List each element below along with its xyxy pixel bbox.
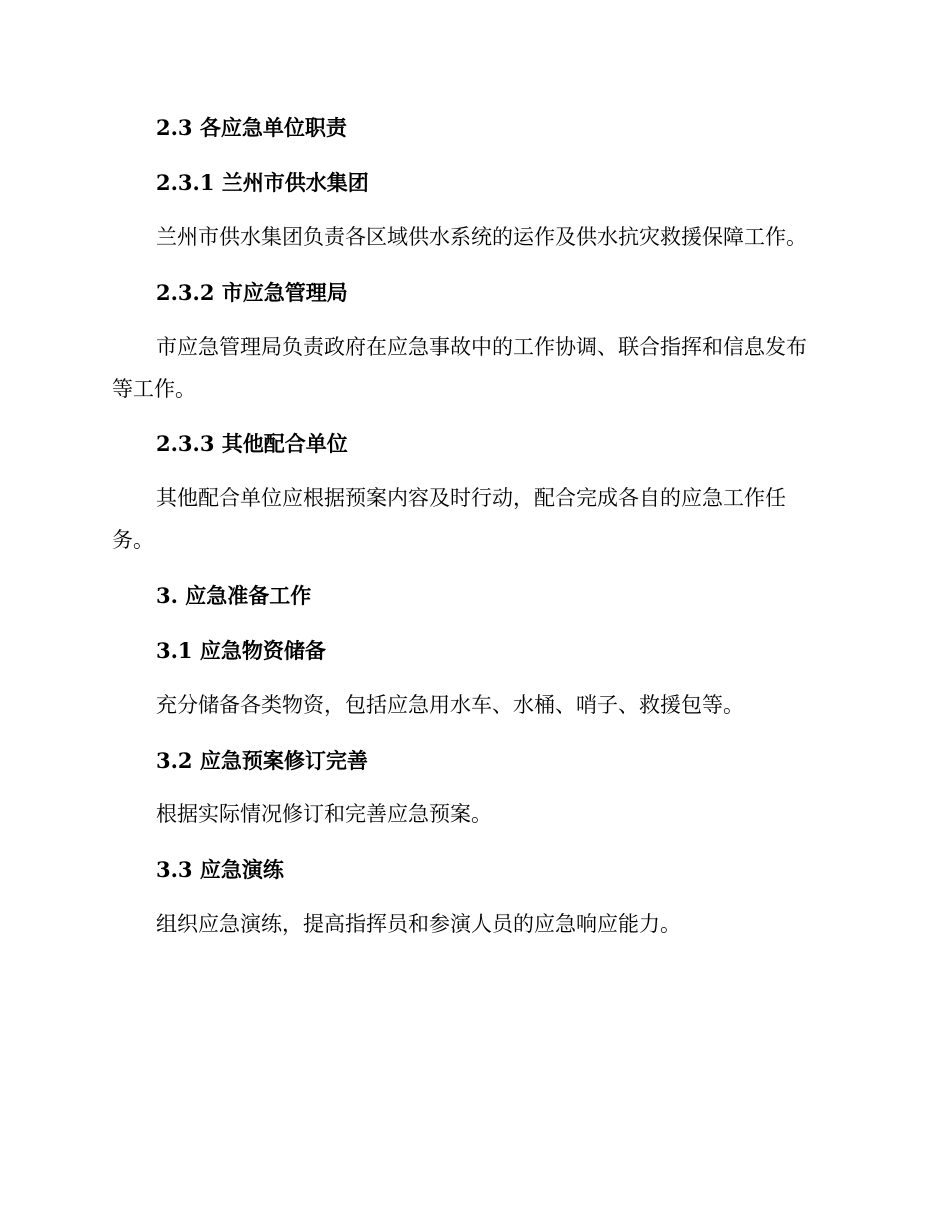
section-heading-3-1: 3.1 应急物资储备: [156, 638, 326, 663]
paragraph-3-3: 组织应急演练，提高指挥员和参演人员的应急响应能力。: [156, 912, 681, 936]
paragraph-2-3-2-line-2: 等工作。: [112, 377, 196, 401]
paragraph-2-3-1: 兰州市供水集团负责各区域供水系统的运作及供水抗灾救援保障工作。: [156, 225, 807, 249]
section-heading-2-3-3: 2.3.3 其他配合单位: [156, 431, 348, 456]
paragraph-3-2: 根据实际情况修订和完善应急预案。: [156, 802, 492, 826]
paragraph-2-3-3-line-2: 务。: [112, 528, 154, 552]
section-heading-2-3: 2.3 各应急单位职责: [156, 115, 347, 140]
section-heading-3: 3. 应急准备工作: [156, 583, 312, 608]
section-heading-3-3: 3.3 应急演练: [156, 857, 284, 882]
section-heading-3-2: 3.2 应急预案修订完善: [156, 748, 368, 773]
paragraph-3-1: 充分储备各类物资，包括应急用水车、水桶、哨子、救援包等。: [156, 693, 744, 717]
section-heading-2-3-2: 2.3.2 市应急管理局: [156, 280, 348, 305]
paragraph-2-3-3-line-1: 其他配合单位应根据预案内容及时行动，配合完成各自的应急工作任: [156, 486, 786, 510]
paragraph-2-3-2-line-1: 市应急管理局负责政府在应急事故中的工作协调、联合指挥和信息发布: [156, 335, 807, 359]
section-heading-2-3-1: 2.3.1 兰州市供水集团: [156, 170, 369, 195]
